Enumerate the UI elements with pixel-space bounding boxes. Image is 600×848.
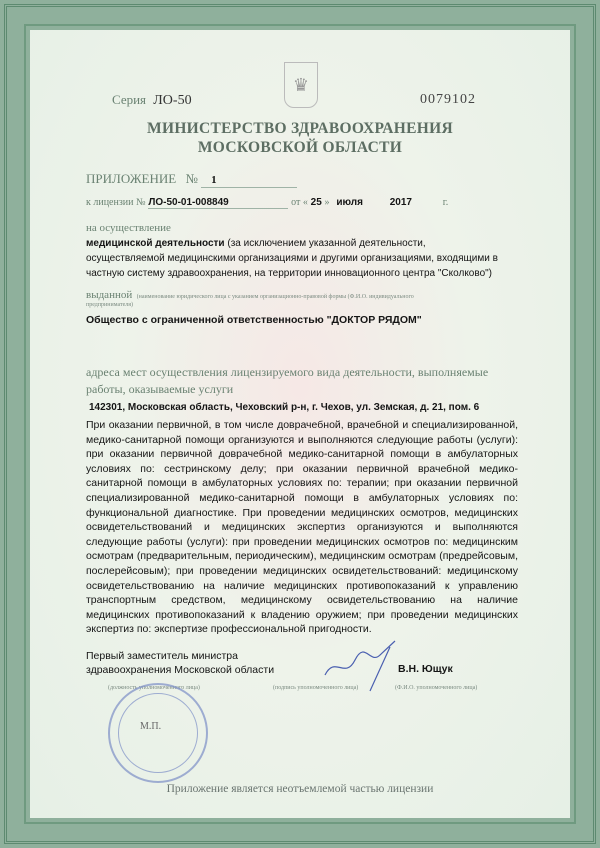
series-value: ЛО-50 (153, 93, 192, 108)
caption-position: (должность уполномоченного лица) (108, 684, 200, 691)
official-seal (108, 683, 208, 783)
license-from: от « (291, 197, 308, 208)
stamp-place: М.П. (140, 720, 162, 732)
license-month: июля (336, 197, 363, 208)
caption-signature: (подпись уполномоченного лица) (273, 684, 359, 691)
issued-hint2: предпринимателя) (86, 302, 133, 308)
activity-line1: (за исключением указанной деятельности, (224, 238, 426, 249)
signer-name: В.Н. Ющук (398, 662, 453, 675)
license-year-suffix: г. (442, 197, 449, 208)
issued-hint: (наименование юридического лица с указанием организационно-правовой формы (Ф.И.О. индивидуального (136, 294, 414, 300)
signer-position (86, 649, 274, 677)
seal-area (86, 697, 518, 767)
address-value: 142301, Московская область, Чеховский р-н, г. Чехов, ул. Земская, д. 21, пом. 6 (89, 402, 480, 413)
activity-label: на осуществление (86, 222, 171, 234)
activity-text (86, 236, 498, 281)
caption-name: (Ф.И.О. уполномоченного лица) (395, 684, 478, 691)
form-number: 0079102 (420, 92, 476, 107)
issued-line (86, 285, 414, 303)
coat-of-arms-emblem: ♛ (284, 62, 318, 108)
issued-label: выданной (86, 289, 133, 301)
ministry-title-line2: МОСКОВСКОЙ ОБЛАСТИ (197, 139, 403, 156)
signer-position-line2: здравоохранения Московской области (86, 663, 275, 676)
footer-note: Приложение является неотъемлемой частью лицензии (166, 782, 434, 795)
lower-section (86, 418, 518, 795)
appendix-label: ПРИЛОЖЕНИЕ (86, 171, 177, 186)
ministry-title-line1: МИНИСТЕРСТВО ЗДРАВООХРАНЕНИЯ (147, 120, 453, 137)
services-text: При оказании первичной, в том числе доврачебной, врачебной и специализированной, медико-санитарной помощи организуются и выполняются следующие работы (услуги): при оказании первичной доврачебной медико-санитарной помощи в амбулаторных условиях по: сестринскому делу; при оказании первичной врачебной медико-санитарной помощи в амбулаторных условиях по: терапии; при оказании первичной специализированной медико-санитарной помощи в амбулаторных условиях по: функциональной диагностике. При проведении медицинских осмотров, медицинских освидетельствований и медицинских экспертиз организуются и выполняются следующие работы (услуги): при проведении медицинских осмотров по: медицинским осмотрам (предварительным, периодическим), медицинским осмотрам (предрейсовым, послерейсовым); при проведении медицинских освидетельствований: медицинскому освидетельствованию на наличие медицинских противопоказаний к управлению транспортным средством, медицинскому освидетельствованию на наличие медицинских противопоказаний к владению оружием; при проведении медицинских экспертиз по: экспертизе профессиональной пригодности. (86, 419, 518, 636)
series-label: Серия (112, 92, 147, 107)
address-label (86, 364, 488, 398)
appendix-no-sign: № (185, 171, 198, 186)
license-year: 2017 (389, 197, 412, 208)
series (112, 92, 192, 109)
activity-bold: медицинской деятельности (86, 238, 225, 249)
address-label-line1: адреса мест осуществления лицензируемого вида деятельности, выполняемые (86, 365, 489, 379)
activity-line3: частную систему здравоохранения, на территории инновационного центра "Сколково") (86, 268, 493, 279)
appendix-number: 1 (211, 174, 217, 186)
license-number: ЛО-50-01-008849 (148, 197, 288, 209)
organization-name: Общество с ограниченной ответственностью "ДОКТОР РЯДОМ" (86, 314, 422, 326)
signer-position-line1: Первый заместитель министра (86, 649, 238, 662)
address-label-line2: работы, оказываемые услуги (86, 382, 234, 396)
license-close: » (324, 197, 330, 208)
license-line (86, 197, 448, 209)
license-day: 25 (310, 197, 322, 208)
license-label: к лицензии № (86, 197, 146, 208)
activity-line2: осуществляемой медицинскими организациями и другими организациями, входящими в (86, 253, 498, 264)
appendix-line (86, 171, 297, 188)
appendix-underline (201, 171, 297, 188)
